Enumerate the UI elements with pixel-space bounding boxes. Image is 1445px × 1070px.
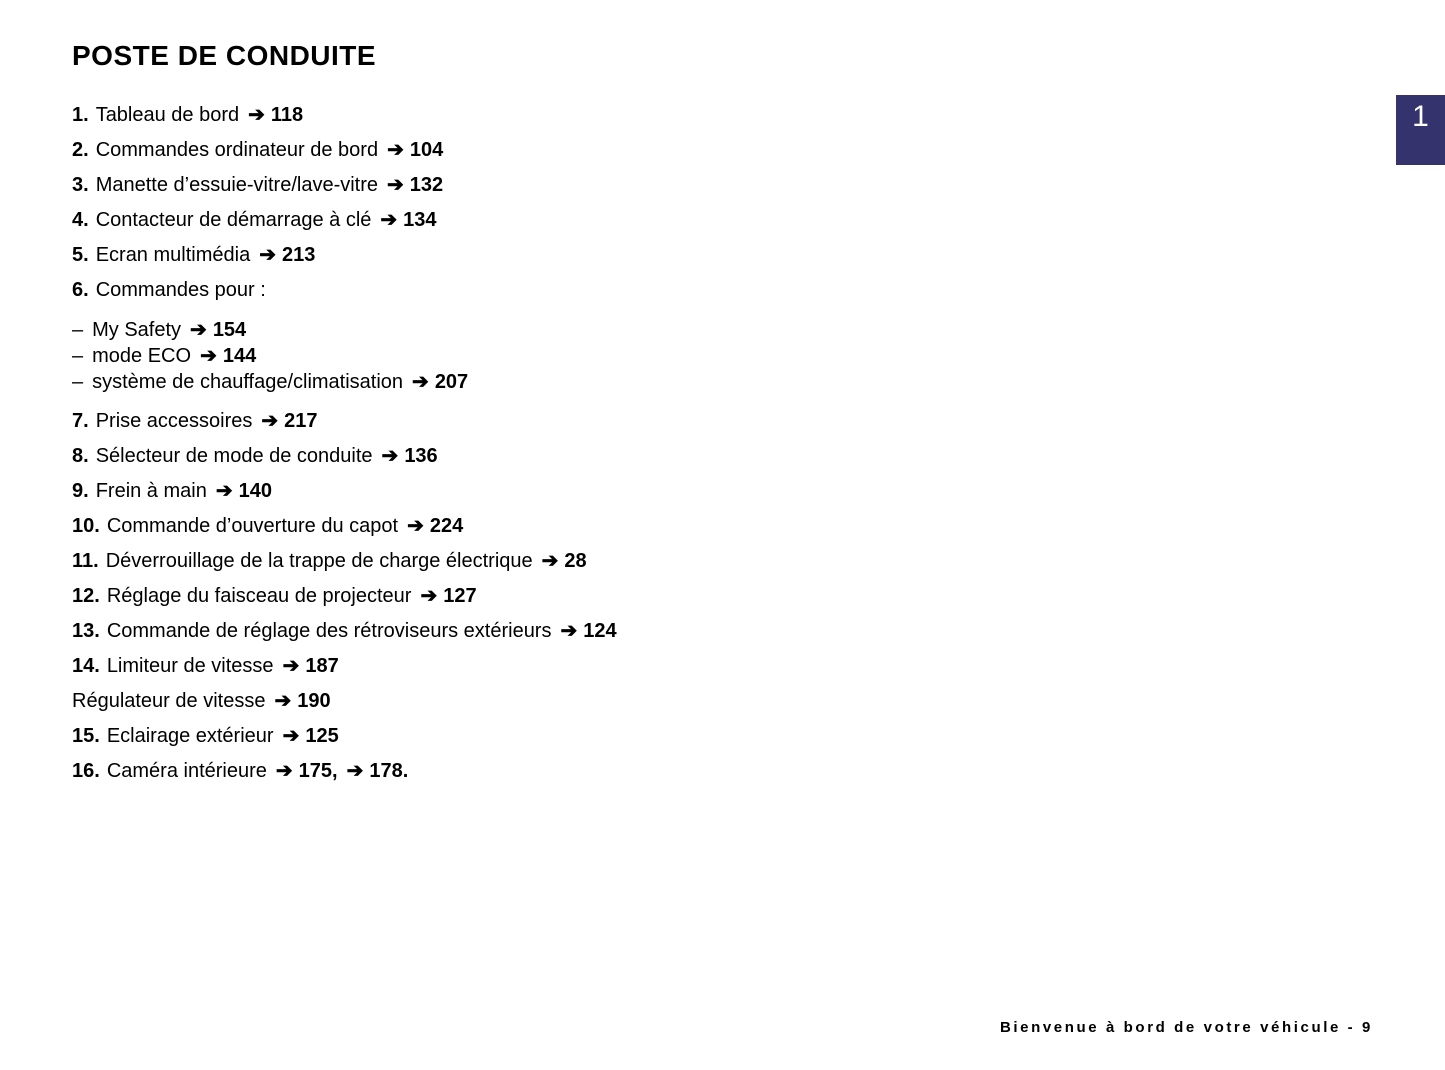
item-number: 10.	[72, 515, 100, 537]
item-number: 9.	[72, 480, 89, 502]
page-ref: 144	[222, 345, 257, 367]
page-ref: 217	[284, 410, 318, 432]
list-item	[72, 719, 1445, 754]
item-text: système de chauffage/climatisation	[92, 371, 404, 393]
item-number: 15.	[72, 725, 100, 747]
list-item	[72, 133, 1445, 168]
item-refs	[411, 585, 476, 607]
list-item	[72, 579, 1445, 614]
page-ref: 28	[564, 550, 587, 572]
item-refs	[378, 174, 443, 196]
item-text: Commande de réglage des rétroviseurs extérieurs	[106, 620, 552, 642]
arrow-icon: ➔	[381, 445, 399, 467]
list-item	[72, 168, 1445, 203]
item-refs	[533, 550, 587, 572]
list-item	[72, 238, 1445, 273]
chapter-tab-number: 1	[1412, 100, 1429, 133]
item-number: –	[72, 371, 84, 393]
item-text: Commandes pour :	[95, 279, 266, 301]
item-refs	[181, 319, 246, 341]
arrow-icon: ➔	[346, 760, 364, 782]
arrow-icon: ➔	[215, 480, 233, 502]
item-refs	[403, 371, 468, 393]
items-list	[72, 98, 1445, 789]
item-number: –	[72, 345, 84, 367]
arrow-icon: ➔	[261, 410, 279, 432]
item-refs	[250, 244, 315, 266]
page-ref: 104	[409, 139, 444, 161]
item-text: Ecran multimédia	[95, 244, 251, 266]
page-footer: Bienvenue à bord de votre véhicule - 9	[999, 1019, 1373, 1036]
list-item	[72, 273, 1445, 308]
list-item	[72, 98, 1445, 133]
item-number: 5.	[72, 244, 89, 266]
list-item	[72, 404, 1445, 439]
item-text: Sélecteur de mode de conduite	[95, 445, 373, 467]
item-text: Caméra intérieure	[106, 760, 267, 782]
item-text: Frein à main	[95, 480, 207, 502]
item-text: mode ECO	[92, 345, 192, 367]
page-ref: 154	[212, 319, 247, 341]
item-text: Manette d’essuie-vitre/lave-vitre	[95, 174, 379, 196]
item-text: Déverrouillage de la trappe de charge électrique	[105, 550, 533, 572]
ref-separator: ,	[332, 760, 338, 782]
page-ref: 134	[403, 209, 437, 231]
page-ref: 125	[305, 725, 339, 747]
item-refs	[274, 725, 339, 747]
arrow-icon: ➔	[282, 655, 300, 677]
item-text: Réglage du faisceau de projecteur	[106, 585, 412, 607]
arrow-icon: ➔	[541, 550, 559, 572]
item-number: 8.	[72, 445, 89, 467]
item-text: Tableau de bord	[95, 104, 240, 126]
list-item	[72, 544, 1445, 579]
arrow-icon: ➔	[380, 209, 398, 231]
item-text: Prise accessoires	[95, 410, 253, 432]
item-number: 16.	[72, 760, 100, 782]
page-ref: 190	[297, 690, 331, 712]
arrow-icon: ➔	[190, 319, 207, 341]
page-ref: 136	[404, 445, 438, 467]
item-refs	[265, 690, 330, 712]
item-refs	[274, 655, 339, 677]
list-item	[72, 439, 1445, 474]
arrow-icon: ➔	[407, 515, 424, 537]
arrow-icon: ➔	[412, 371, 429, 393]
list-item	[72, 317, 1445, 343]
item-refs	[371, 209, 436, 231]
item-text: Limiteur de vitesse	[106, 655, 274, 677]
item-number: 13.	[72, 620, 100, 642]
list-item	[72, 754, 1445, 789]
item-number: 14.	[72, 655, 100, 677]
page-ref: 175	[298, 760, 333, 782]
item-refs	[398, 515, 463, 537]
ref-separator: .	[402, 760, 409, 782]
item-number: 1.	[72, 104, 89, 126]
page-title: POSTE DE CONDUITE	[72, 40, 377, 71]
page-ref: 207	[434, 371, 469, 393]
item-number: 7.	[72, 410, 89, 432]
arrow-icon: ➔	[282, 725, 300, 747]
item-refs	[191, 345, 256, 367]
arrow-icon: ➔	[274, 690, 292, 712]
arrow-icon: ➔	[560, 620, 578, 642]
item-refs	[373, 445, 438, 467]
item-text: Eclairage extérieur	[106, 725, 274, 747]
item-text: My Safety	[92, 319, 182, 341]
page-ref: 178	[369, 760, 403, 782]
arrow-icon: ➔	[275, 760, 293, 782]
page-ref: 213	[281, 244, 316, 266]
item-refs	[239, 104, 303, 126]
item-text: Commandes ordinateur de bord	[95, 139, 379, 161]
item-refs	[551, 620, 616, 642]
list-item	[72, 684, 1445, 719]
item-refs	[267, 760, 408, 782]
item-text: Régulateur de vitesse	[72, 690, 266, 712]
arrow-icon: ➔	[387, 174, 404, 196]
item-refs	[207, 480, 272, 502]
list-item	[72, 509, 1445, 544]
item-refs	[378, 139, 443, 161]
item-text: Contacteur de démarrage à clé	[95, 209, 372, 231]
item-number: 12.	[72, 585, 100, 607]
item-number: 11.	[72, 550, 99, 572]
list-item	[72, 343, 1445, 369]
list-item	[72, 474, 1445, 509]
page-ref: 127	[443, 585, 477, 607]
arrow-icon: ➔	[387, 139, 404, 161]
arrow-icon: ➔	[420, 585, 438, 607]
page-ref: 118	[270, 104, 304, 126]
item-number: 4.	[72, 209, 89, 231]
list-item	[72, 203, 1445, 238]
list-item	[72, 649, 1445, 684]
arrow-icon: ➔	[200, 345, 217, 367]
arrow-icon: ➔	[259, 244, 276, 266]
item-number: 3.	[72, 174, 89, 196]
list-item	[72, 614, 1445, 649]
page-ref: 224	[429, 515, 464, 537]
arrow-icon: ➔	[248, 104, 265, 126]
item-number: 6.	[72, 279, 89, 301]
item-refs	[252, 410, 317, 432]
page-ref: 140	[238, 480, 272, 502]
page-ref: 124	[583, 620, 617, 642]
page-ref: 187	[305, 655, 339, 677]
chapter-tab	[1396, 95, 1445, 165]
page-ref: 132	[409, 174, 444, 196]
list-item	[72, 369, 1445, 395]
item-number: 2.	[72, 139, 89, 161]
item-text: Commande d’ouverture du capot	[106, 515, 399, 537]
item-number: –	[72, 319, 84, 341]
